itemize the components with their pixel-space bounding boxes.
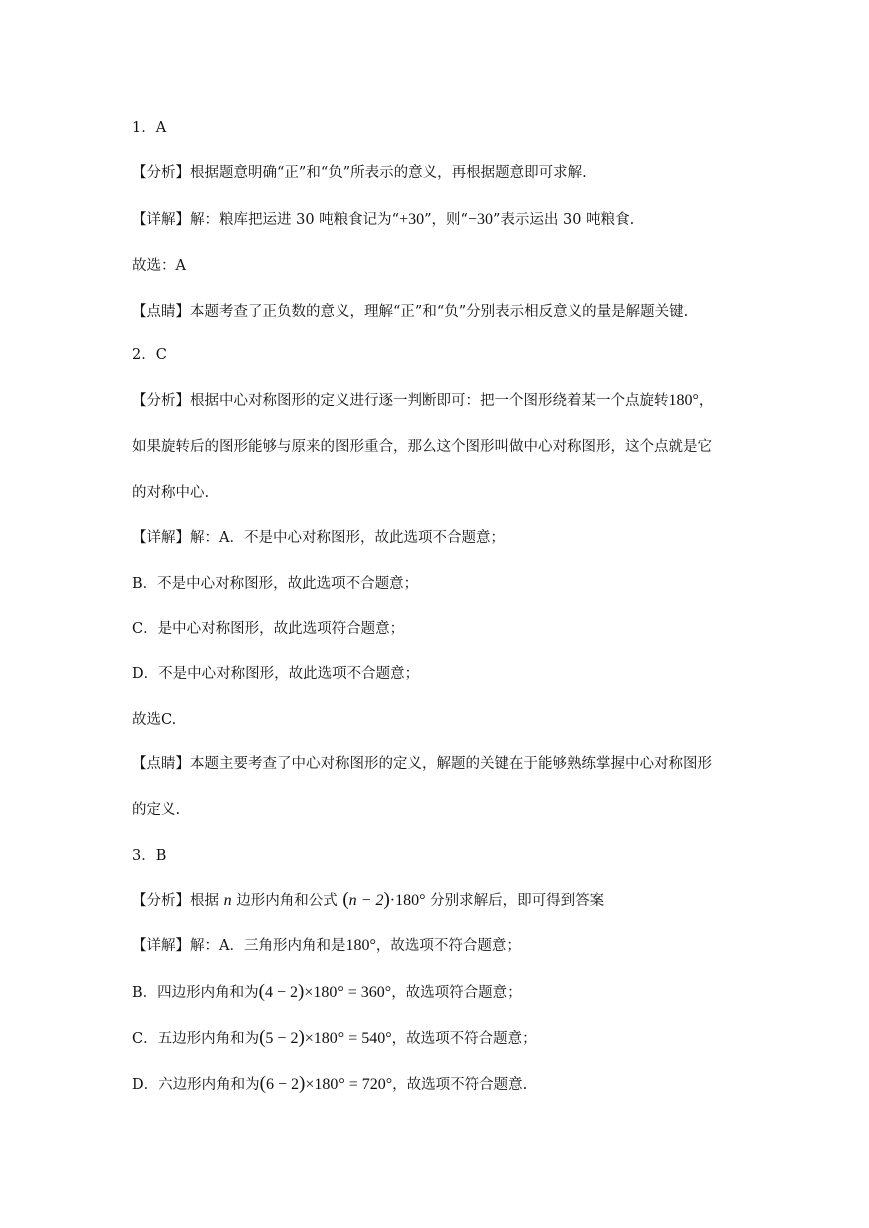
q3-detail-c-post: ，故选项不符合题意；: [391, 1031, 537, 1047]
q3-detail-c: [132, 1028, 809, 1049]
q1-comment: 【点睛】本题考查了正负数的意义，理解“正”和“负”分别表示相反意义的量是解题关键.: [132, 304, 689, 320]
q3-detail-a-math: 180°: [345, 937, 376, 954]
q2-detail-b: B．不是中心对称图形，故此选项不合题意；: [132, 576, 419, 592]
q3-answer: 3．B: [132, 848, 167, 864]
q1-choice: 故选：A: [132, 258, 186, 274]
q2-comment-line1: 【点睛】本题主要考查了中心对称图形的定义，解题的关键在于能够熟练掌握中心对称图形: [132, 756, 712, 772]
q3-detail-a: [132, 936, 809, 956]
q2-analysis-line3: 的对称中心.: [132, 485, 210, 501]
q2-analysis-line2: 如果旋转后的图形能够与原来的图形重合，那么这个图形叫做中心对称图形，这个点就是它: [132, 439, 712, 455]
q2-choice: 故选C.: [132, 712, 177, 728]
q3-detail-b: [132, 982, 809, 1003]
q3-detail-a-pre: 【详解】解：A．三角形内角和是: [132, 938, 346, 954]
q2-analysis-angle: 180°: [668, 392, 699, 409]
q3-detail-d: [132, 1074, 809, 1095]
q1-detail-value-plus: +30: [399, 211, 425, 228]
q1-analysis: 【分析】根据题意明确“正”和“负”所表示的意义，再根据题意即可求解.: [132, 165, 587, 181]
q3-detail-b-pre: B．四边形内角和为: [132, 985, 259, 1001]
q3-detail-b-formula: (4 − 2)×180° = 360°: [258, 981, 392, 1002]
q3-analysis-post: 分别求解后，即可得到答案: [430, 893, 605, 909]
q3-detail-c-formula: (5 − 2)×180° = 540°: [259, 1027, 392, 1048]
q3-analysis: [132, 890, 809, 911]
q3-detail-b-post: ，故选项符合题意；: [391, 985, 522, 1001]
q2-detail-a: 【详解】解：A．不是中心对称图形，故此选项不合题意；: [132, 530, 505, 546]
q3-analysis-pre: 【分析】根据: [132, 893, 219, 909]
q2-answer: 2．C: [132, 347, 167, 363]
q3-detail-d-post: ，故选项不符合题意.: [392, 1077, 528, 1093]
q3-analysis-formula: (n − 2)·180°: [342, 889, 426, 910]
q1-detail-mid: ”，则“: [424, 212, 468, 228]
q1-detail-value-minus: −30: [467, 211, 493, 228]
q3-detail-c-pre: C．五边形内角和为: [132, 1031, 260, 1047]
q1-detail-suffix: ”表示运出 30 吨粮食.: [492, 212, 635, 228]
q2-comment-line2: 的定义.: [132, 802, 181, 818]
q2-detail-d: D．不是中心对称图形，故此选项不合题意；: [132, 666, 420, 682]
q3-analysis-n: n: [223, 892, 232, 909]
q2-analysis-text: 【分析】根据中心对称图形的定义进行逐一判断即可：把一个图形绕着某一个点旋转: [132, 393, 669, 409]
q2-detail-c: C．是中心对称图形，故此选项符合题意；: [132, 621, 405, 637]
q3-detail-d-pre: D．六边形内角和为: [132, 1077, 260, 1093]
q2-analysis-end: ，: [698, 393, 714, 409]
q3-detail-d-formula: (6 − 2)×180° = 720°: [259, 1073, 393, 1094]
q3-detail-a-post: ，故选项不符合题意；: [375, 938, 521, 954]
q3-analysis-mid: 边形内角和公式: [236, 893, 338, 909]
q2-analysis-line1: [132, 391, 809, 411]
q1-answer: 1．A: [132, 120, 167, 136]
q1-detail: [132, 210, 809, 230]
q1-detail-prefix: 【详解】解：粮库把运进 30 吨粮食记为“: [132, 212, 400, 228]
